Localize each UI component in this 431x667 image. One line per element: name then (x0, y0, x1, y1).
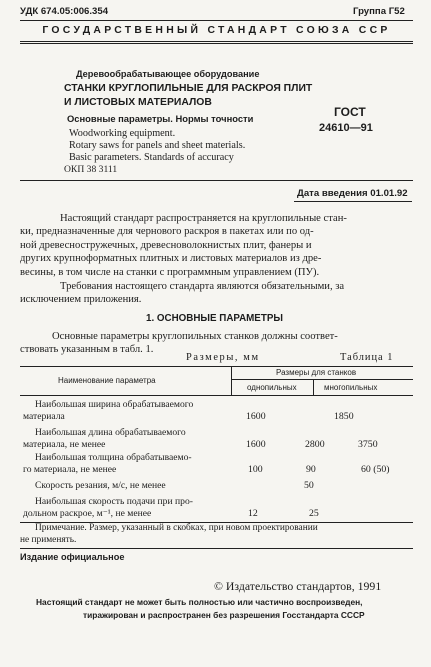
table-row-label (23, 427, 186, 450)
paragraph-line: Основные параметры круглопильных станков должны соответ- (52, 331, 338, 342)
header-single-saw: однопильных (247, 383, 297, 392)
copyright-notice: © Издательство стандартов, 1991 (214, 579, 382, 593)
table-subheader-rule (231, 379, 413, 380)
paragraph-line: исключением приложения. (20, 294, 142, 306)
cell-multi: 1850 (334, 411, 354, 422)
table-row-label (23, 496, 193, 519)
header-rule-mid-2 (20, 43, 413, 44)
row-label-line: Наибольшая толщина обрабатываемо- (35, 452, 192, 463)
table-row-label (23, 399, 193, 422)
paragraph-line: других крупноформатных плитных и листовых материалов из дре- (20, 253, 322, 265)
cell-multi: 2800 (305, 439, 325, 450)
table-header-rule (20, 395, 413, 396)
cell-single: 12 (248, 508, 258, 519)
standard-title-line2: И ЛИСТОВЫХ МАТЕРИАЛОВ (64, 97, 212, 108)
cell-single: 1600 (246, 439, 266, 450)
header-multi-saw: многопильных (324, 383, 378, 392)
header-rule-mid (20, 41, 413, 42)
table-row-label (23, 452, 192, 475)
sizes-caption: Размеры, мм (186, 352, 260, 363)
paragraph-line: ной древесностружечных, древесноволокнистых плит, фанеры и (20, 239, 312, 251)
section-lead-first (52, 330, 412, 343)
row-label-line: Скорость резания, м/с, не менее (35, 480, 166, 491)
row-label-line: материала, не менее (23, 438, 106, 450)
date-underline (294, 201, 412, 202)
header-rule-top (20, 20, 413, 21)
standard-title-line1: СТАНКИ КРУГЛОПИЛЬНЫЕ ДЛЯ РАСКРОЯ ПЛИТ (64, 83, 313, 94)
cell-multi: 25 (309, 508, 319, 519)
paragraph-line: Настоящий стандарт распространяется на круглопильные стан- (60, 213, 347, 224)
agency-title: ГОСУДАРСТВЕННЫЙ СТАНДАРТ СОЮЗА ССР (42, 25, 391, 36)
cell-single: 1600 (246, 411, 266, 422)
note-line: Примечание. Размер, указанный в скобках, при новом проектировании (35, 523, 318, 533)
scope-paragraph-first-line (60, 212, 412, 225)
english-title-line: Basic parameters. Standards of accuracy (69, 152, 234, 163)
english-title-line: Rotary saws for panels and sheet materials. (69, 140, 246, 151)
introduction-date: Дата введения 01.01.92 (297, 188, 408, 199)
cell-single: 100 (248, 464, 263, 475)
udc-code: УДК 674.05:006.354 (20, 6, 109, 17)
okp-code: ОКП 38 3111 (64, 164, 118, 175)
note-line: не применять. (20, 534, 77, 545)
table-rule-top (20, 366, 413, 367)
paragraph-line: Требования настоящего стандарта являются обязательными, за (60, 281, 345, 292)
table-col-divider (231, 366, 232, 395)
paragraph-line: ки, предназначенные для чернового раскроя в пакетах или по од- (20, 226, 314, 238)
header-parameter-name: Наименование параметра (58, 376, 156, 385)
table-caption: Таблица 1 (340, 352, 394, 363)
cell-multi-extra: 3750 (358, 439, 378, 450)
row-label-line: материала (23, 410, 65, 422)
row-label-line: Наибольшая ширина обрабатываемого (35, 399, 194, 410)
scope-paragraph (20, 225, 412, 279)
cell-multi-extra: 60 (50) (361, 464, 390, 475)
equipment-category: Деревообрабатывающее оборудование (76, 69, 260, 79)
header-sizes-group: Размеры для станков (276, 368, 357, 377)
table-row-label (35, 480, 166, 492)
table-subcol-divider (313, 379, 314, 395)
reprint-notice-line2: тиражирован и распространен без разрешения Госстандарта СССР (83, 610, 365, 620)
mandatory-paragraph-first-line (60, 280, 412, 293)
gost-label: ГОСТ (334, 105, 366, 119)
official-edition: Издание официальное (20, 552, 125, 562)
paragraph-line: весины, в том числе на станки с программным управлением (ПУ). (20, 266, 320, 278)
table-note-cont (20, 535, 76, 547)
row-label-line: Наибольшая длина обрабатываемого (35, 427, 186, 438)
standard-subtitle: Основные параметры. Нормы точности (67, 113, 254, 124)
title-rule-bottom (20, 180, 413, 181)
cell-multi: 90 (306, 464, 316, 475)
group-code: Группа Г52 (353, 6, 405, 17)
gost-number: 24610—91 (319, 122, 373, 134)
table-note (35, 523, 318, 535)
row-label-line: Наибольшая скорость подачи при про- (35, 496, 193, 507)
row-label-line: го материала, не менее (23, 463, 117, 475)
note-rule (20, 548, 413, 549)
section-heading: 1. ОСНОВНЫЕ ПАРАМЕТРЫ (146, 313, 283, 324)
reprint-notice-line1: Настоящий стандарт не может быть полностью или частично воспроизведен, (36, 597, 363, 607)
paragraph-line: ствовать указанным в табл. 1. (20, 344, 154, 356)
row-label-line: дольном раскрое, м⁻¹, не менее (23, 507, 152, 519)
english-title (69, 128, 245, 164)
cell-multi: 50 (304, 480, 314, 491)
english-title-line: Woodworking equipment. (69, 128, 176, 139)
mandatory-paragraph (20, 293, 412, 306)
